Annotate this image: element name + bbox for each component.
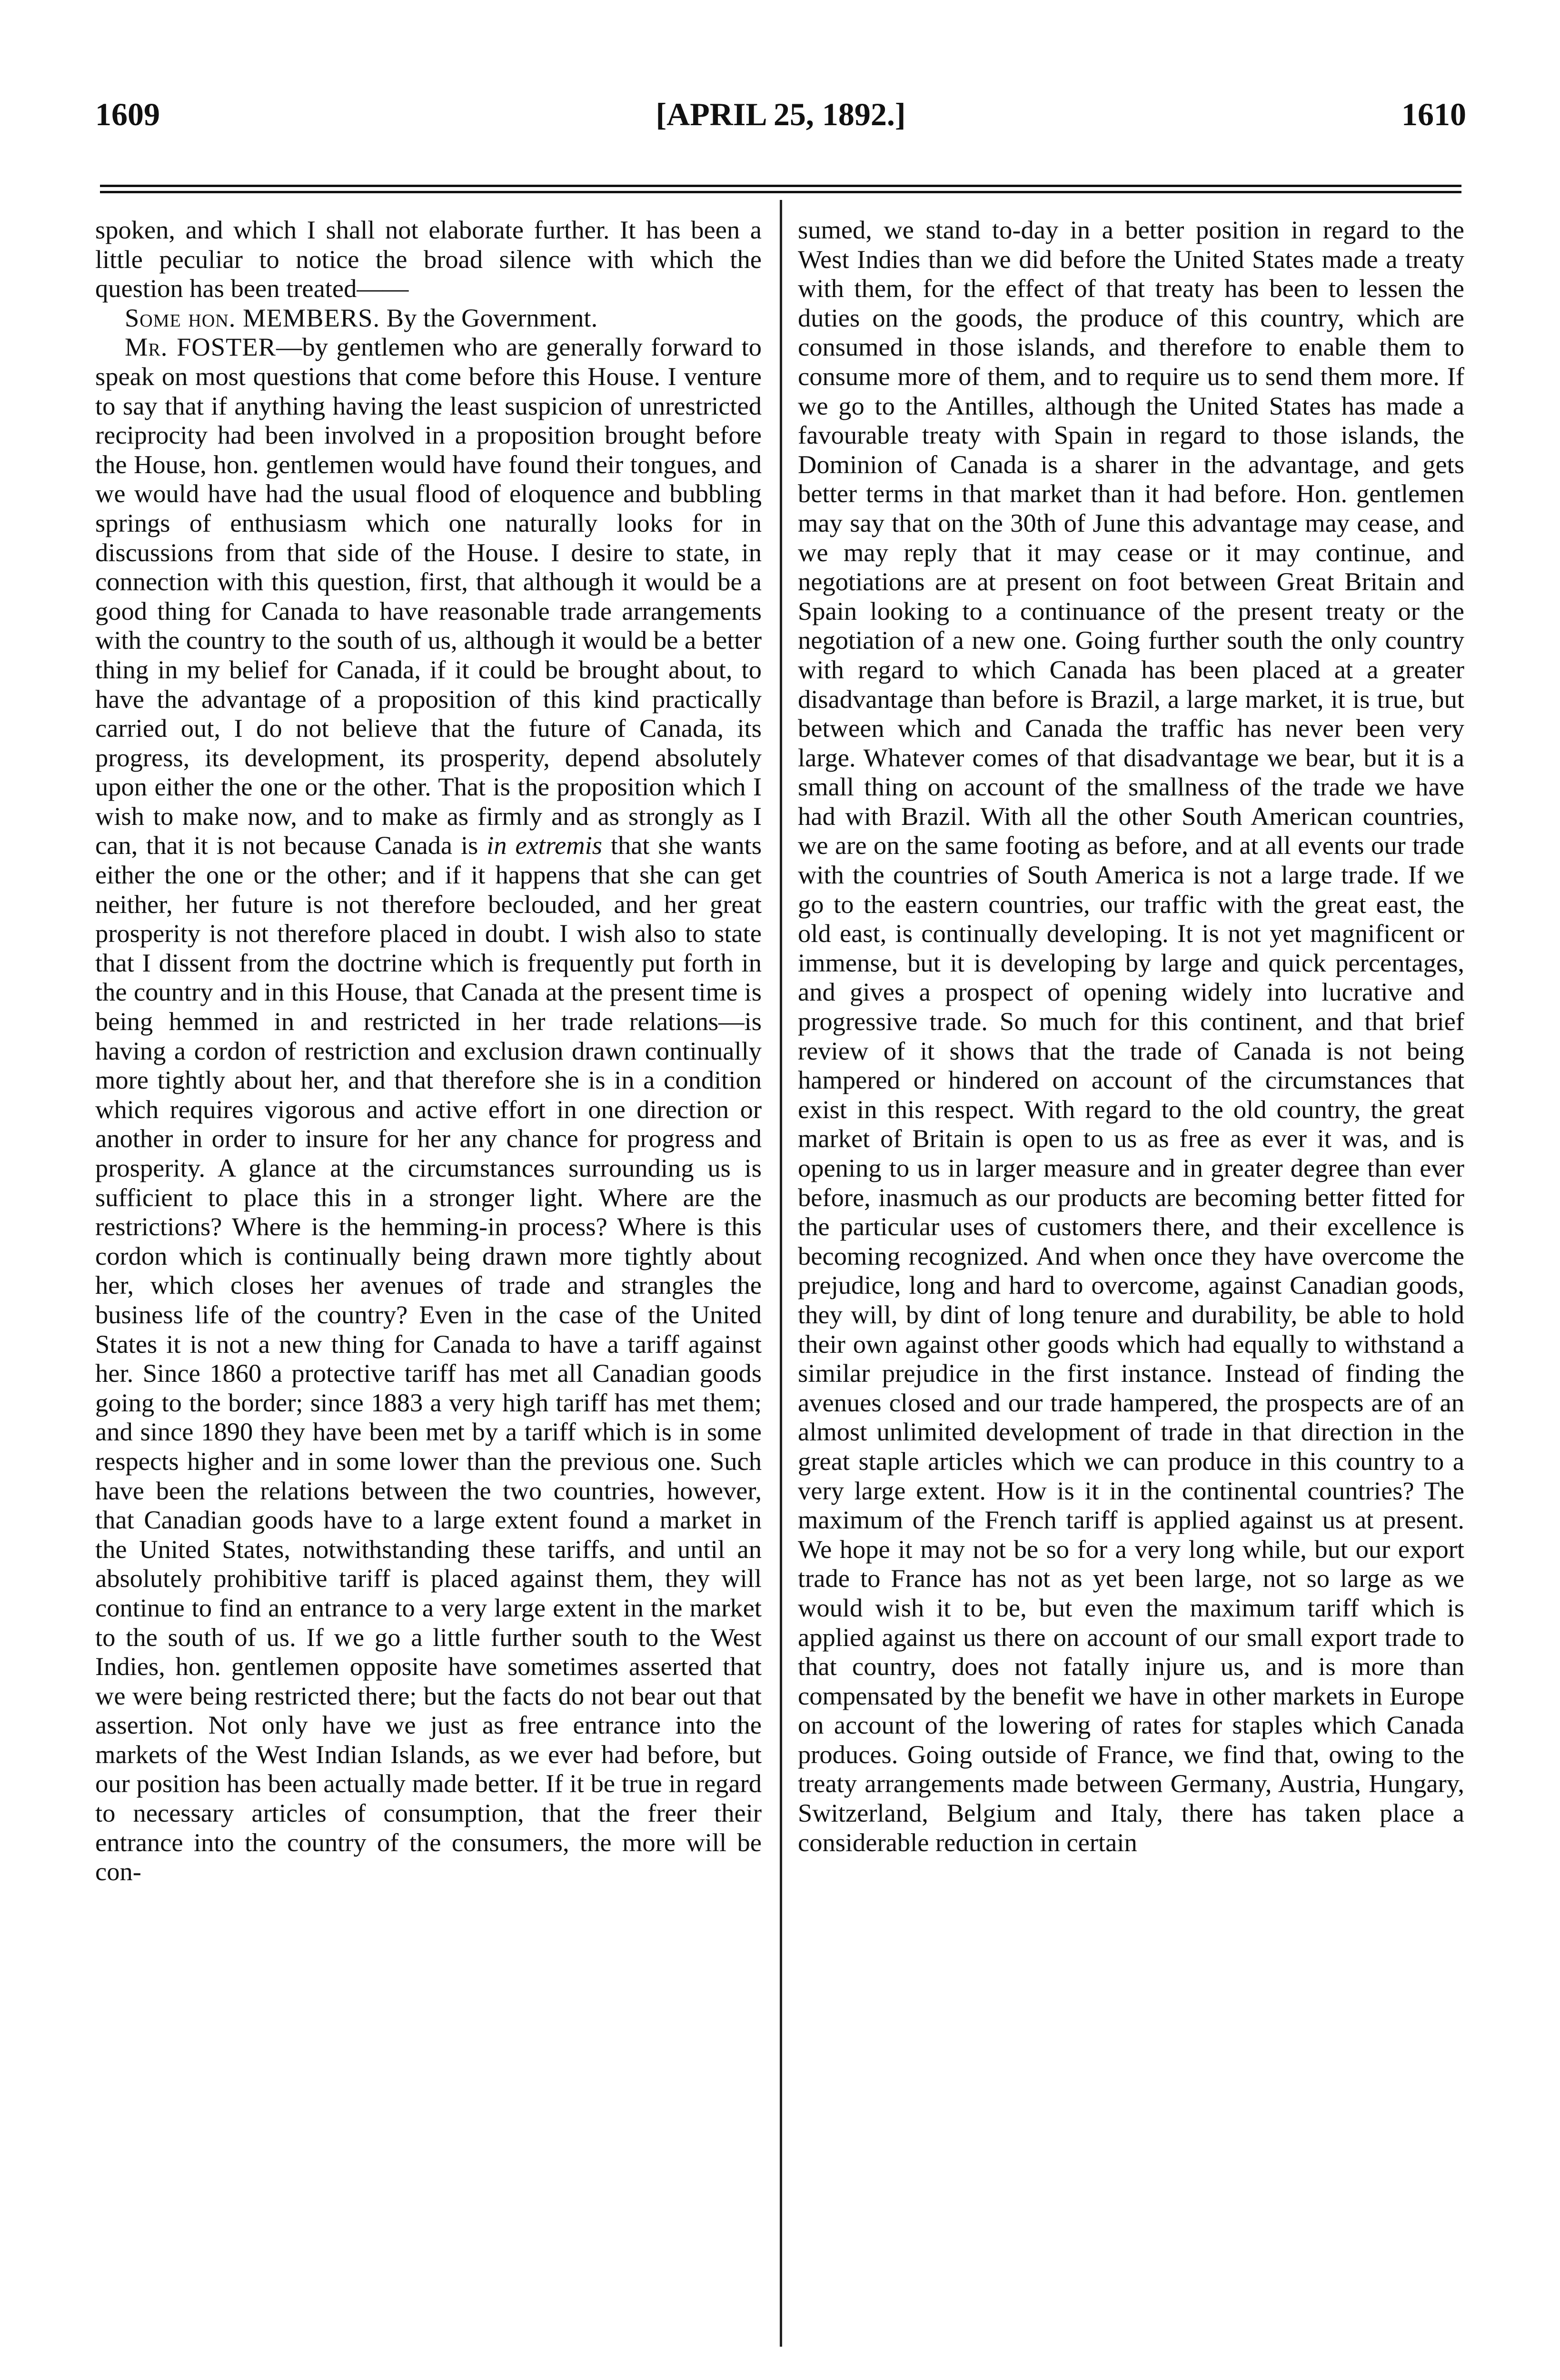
left-column (95, 215, 762, 1886)
left-page-number: 1609 (95, 96, 160, 132)
column-divider (780, 200, 782, 2347)
speech-text-part-1: —by gentlemen who are generally forward to speak on most questions that come before this House. I venture to say that if anything having the least suspicion of unrestricted reciprocity had been involved in a proposition brought before the House, hon. gentlemen would have found their tongues, and we would have had the usual flood of eloquence and bubbling springs of enthusiasm which one naturally looks for in discussions from that side of the House. I desire to state, in connection with this question, first, that although it would be a good thing for Canada to have reasonable trade arrangements with the country to the south of us, although it would be a better thing in my belief for Canada, if it could be brought about, to have the advantage of a proposition of this kind practically carried out, I do not believe that the future of Canada, its progress, its development, its prosperity, depend absolutely upon either the one or the other. That is the proposition which I wish to make now, and to make as firmly and as strongly as I can, that it is not because Canada is (95, 332, 762, 860)
members-interjection (95, 303, 762, 333)
right-page-number: 1610 (1401, 96, 1466, 132)
foster-speech (95, 332, 762, 1886)
page-header (95, 90, 1466, 138)
interjection-speaker: Some hon. MEMBERS. (125, 303, 380, 332)
interjection-text: By the Government. (386, 303, 598, 332)
right-column-text: sumed, we stand to-day in a better position in regard to the West Indies than we did before the United States made a treaty with them, for the effect of that treaty has been to lessen the duties on the goods, the produce of this country, which are consumed in those islands, and therefore to enable them to consume more of them, and to require us to send them more. If we go to the Antilles, although the United States has made a favourable treaty with Spain in regard to those islands, the Dominion of Canada is a sharer in the advantage, and gets better terms in that market than it had before. Hon. gentlemen may say that on the 30th of June this advantage may cease, and we may reply that it may cease or it may continue, and negotiations are at present on foot between Great Britain and Spain looking to a continuance of the present treaty or the negotiation of a new one. Going further south the only country with regard to which Canada has been placed at a greater disadvantage than before is Brazil, a large market, it is true, but between which and Canada the traffic has never been very large. Whatever comes of that disadvantage we bear, but it is a small thing on account of the smallness of the trade we have had with Brazil. With all the other South American countries, we are on the same footing as before, and at all events our trade with the countries of South America is not a large trade. If we go to the eastern countries, our traffic with the great east, the old east, is continually developing. It is not yet magnificent or immense, but it is developing by large and quick percentages, and gives a prospect of opening widely into lucrative and progressive trade. So much for this continent, and that brief review of it shows that the trade of Canada is not being hampered or hindered on account of the circumstances that exist in this respect. With regard to the old country, the great market of Britain is open to us as free as ever it was, and is opening to us in larger measure and in greater degree than ever before, inasmuch as our products are becoming better fitted for the particular uses of customers there, and their excellence is becoming recognized. And when once they have overcome the prejudice, long and hard to overcome, against Canadian goods, they will, by dint of long tenure and durability, be able to hold their own against other goods which had equally to withstand a similar prejudice in the first instance. Instead of finding the avenues closed and our trade hampered, the prospects are of an almost unlimited development of trade in that direction in the great staple articles which we can produce in this country to a very large extent. How is it in the continental countries? The maximum of the French tariff is applied against us at present. We hope it may not be so for a very long while, but our export trade to France has not as yet been large, not so large as we would wish it to be, but even the maximum tariff which is applied against us there on account of our small export trade to that country, does not fatally injure us, and is more than compensated by the benefit we have in other markets in Europe on account of the lowering of rates for staples which Canada produces. Going outside of France, we find that, owing to the treaty arrangements made between Germany, Austria, Hungary, Switzerland, Belgium and Italy, there has taken place a considerable reduction in certain (798, 215, 1464, 1857)
speech-text-part-2: that she wants either the one or the other; and if it happens that she can get neither, her future is not therefore beclouded, and her great prosperity is not therefore placed in doubt. I wish also to state that I dissent from the doctrine which is frequently put forth in the country and in this House, that Canada at the present time is being hemmed in and restricted in her trade relations—is having a cordon of restriction and exclusion drawn continually more tightly about her, and that therefore she is in a condition which requires vigorous and active effort in one direction or another in order to insure for her any chance for progress and prosperity. A glance at the circumstances surrounding us is sufficient to place this in a stronger light. Where are the restrictions? Where is the hemming-in process? Where is this cordon which is continually being drawn more tightly about her, which closes her avenues of trade and strangles the business life of the country? Even in the case of the United States it is not a new thing for Canada to have a tariff against her. Since 1860 a protective tariff has met all Canadian goods going to the border; since 1883 a very high tariff has met them; and since 1890 they have been met by a tariff which is in some respects higher and in some lower than the previous one. Such have been the relations between the two countries, however, that Canadian goods have to a large extent found a market in the United States, notwithstanding these tariffs, and until an absolutely prohibitive tariff is placed against them, they will continue to find an entrance to a very large extent in the market to the south of us. If we go a little further south to the West Indies, hon. gentlemen opposite have sometimes asserted that we were being restricted there; but the facts do not bear out that assertion. Not only have we just as free entrance into the markets of the West Indian Islands, as we ever had before, but our position has been actually made better. If it be true in regard to necessary articles of consumption, that the freer their entrance into the country of the consumers, the more will be con- (95, 831, 762, 1886)
header-rule-top (100, 185, 1461, 187)
header-rule-bottom (100, 191, 1461, 193)
right-column (798, 215, 1464, 1857)
header-date: [APRIL 25, 1892.] (656, 96, 906, 132)
speaker-name: Mr. FOSTER (125, 332, 277, 362)
header-double-rule (100, 185, 1461, 194)
speech-italic-phrase: in extremis (487, 831, 602, 860)
left-paragraph-continuation: spoken, and which I shall not elaborate further. It has been a little peculiar to notice the broad silence with which the question has been treated—— (95, 215, 762, 303)
